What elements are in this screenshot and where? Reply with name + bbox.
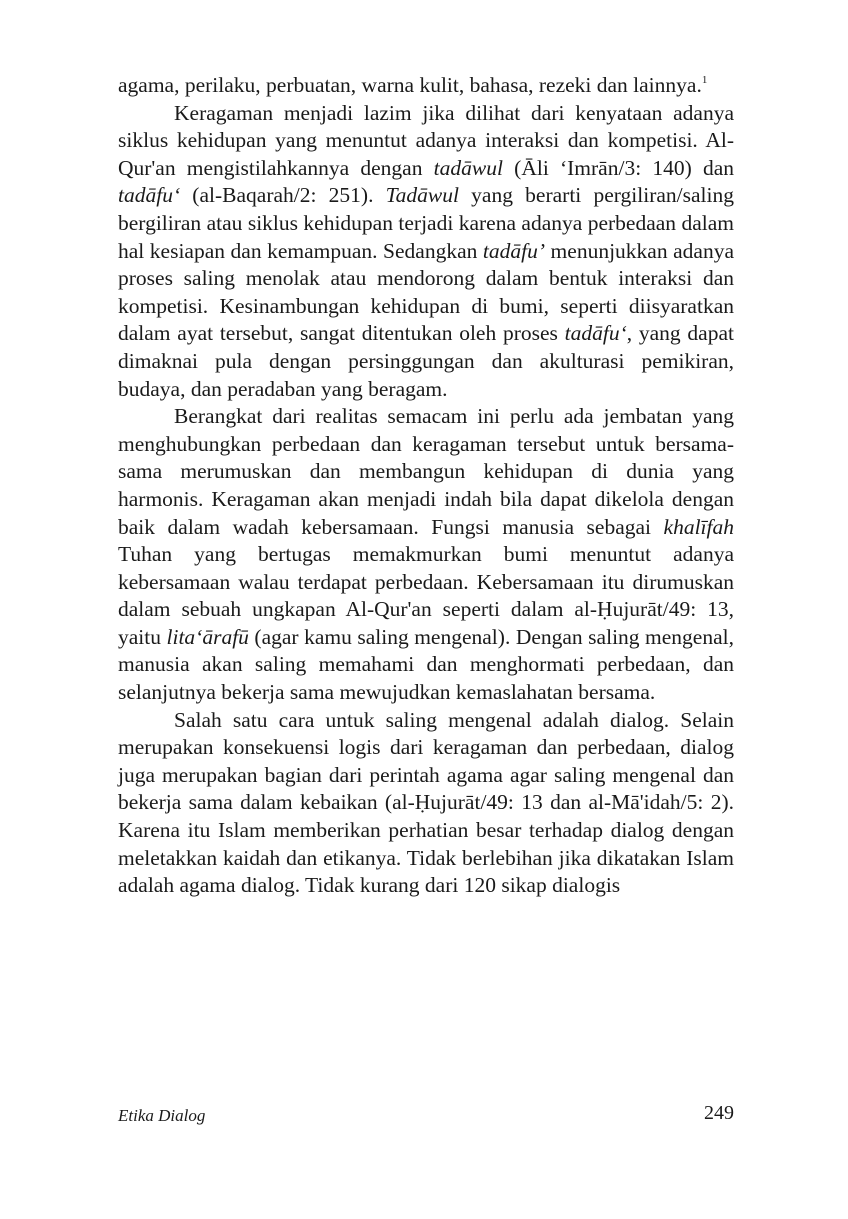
paragraph-2 (118, 100, 734, 404)
term-tadafu: tadāfu‘ (118, 183, 181, 208)
paragraph-2-text: (al-Baqarah/2: 251). (180, 183, 386, 208)
term-tadawul: Tadāwul (385, 183, 459, 208)
term-tadafu: tadāfu‘ (564, 321, 627, 346)
paragraph-2-text: menunjukkan adanya proses saling menolak atau mendorong dalam bentuk interaksi dan kompetisi. Kesinambungan kehidupan di bumi, seperti diisyaratkan dalam ayat tersebut, sangat ditentukan oleh proses (118, 238, 734, 346)
paragraph-3 (118, 403, 734, 707)
paragraph-3-text: (agar kamu saling mengenal). Dengan saling mengenal, manusia akan saling memahami dan menghormati perbedaan, dan selanjutnya bekerja sama mewujudkan kemaslahatan bersama. (118, 624, 734, 705)
footnote-ref-1[interactable]: 1 (701, 74, 708, 86)
paragraph-2-text: , yang dapat dimaknai pula dengan persinggungan dan akulturasi pemikiran, budaya, dan peradaban yang beragam. (118, 321, 734, 401)
paragraph-2-text: Keragaman menjadi lazim jika dilihat dari kenyataan adanya siklus kehidupan yang menuntut adanya interaksi dan kompetisi. Al-Qur'an mengistilahkannya dengan (118, 100, 734, 180)
paragraph-3-text: Berangkat dari realitas semacam ini perlu ada jembatan yang menghubungkan perbedaan dan keragaman tersebut untuk bersama-sama merumuskan dan membangun kehidupan di dunia yang harmonis. Keragaman akan menjadi indah bila dapat dikelola dengan baik dalam wadah kebersamaan. Fungsi manusia sebagai (118, 404, 734, 539)
page-number: 249 (704, 1102, 734, 1124)
body-text (118, 72, 734, 900)
term-litaarafu: lita‘ārafū (166, 624, 249, 649)
term-tadawul: tadāwul (433, 155, 503, 180)
paragraph-1 (118, 72, 734, 100)
term-tadafu: tadāfu’ (482, 238, 546, 263)
running-title: Etika Dialog (118, 1106, 206, 1125)
paragraph-3-text: Tuhan yang bertugas memakmurkan bumi menuntut adanya kebersamaan walau terdapat perbedaan. Kebersamaan itu dirumuskan dalam sebuah ungkapan Al-Qur'an seperti dalam al-Ḥujurāt/49: 13, yaitu (118, 542, 734, 649)
paragraph-1-text: agama, perilaku, perbuatan, warna kulit, bahasa, rezeki dan lainnya. (118, 73, 702, 97)
term-khalifah: khalīfah (663, 514, 734, 539)
paragraph-4 (118, 707, 734, 900)
paragraph-2-text: (Āli ‘Imrān/3: 140) dan (502, 155, 735, 180)
paragraph-2-text: yang berarti pergiliran/saling bergiliran atau siklus kehidupan terjadi karena adanya perbedaan dalam hal kesiapan dan kemampuan. Sedangkan (118, 183, 734, 263)
paragraph-4-text: Salah satu cara untuk saling mengenal adalah dialog. Selain merupakan konsekuensi logis dari keragaman dan perbedaan, dialog juga merupakan bagian dari perintah agama agar saling mengenal dan bekerja sama dalam kebaikan (al-Ḥujurāt/49: 13 dan al-Mā'idah/5: 2). Karena itu Islam memberikan perhatian besar terhadap dialog dengan meletakkan kaidah dan etikanya. Tidak berlebihan jika dikatakan Islam adalah agama dialog. Tidak kurang dari 120 sikap dialogis (118, 707, 734, 898)
page-footer (118, 1100, 734, 1130)
